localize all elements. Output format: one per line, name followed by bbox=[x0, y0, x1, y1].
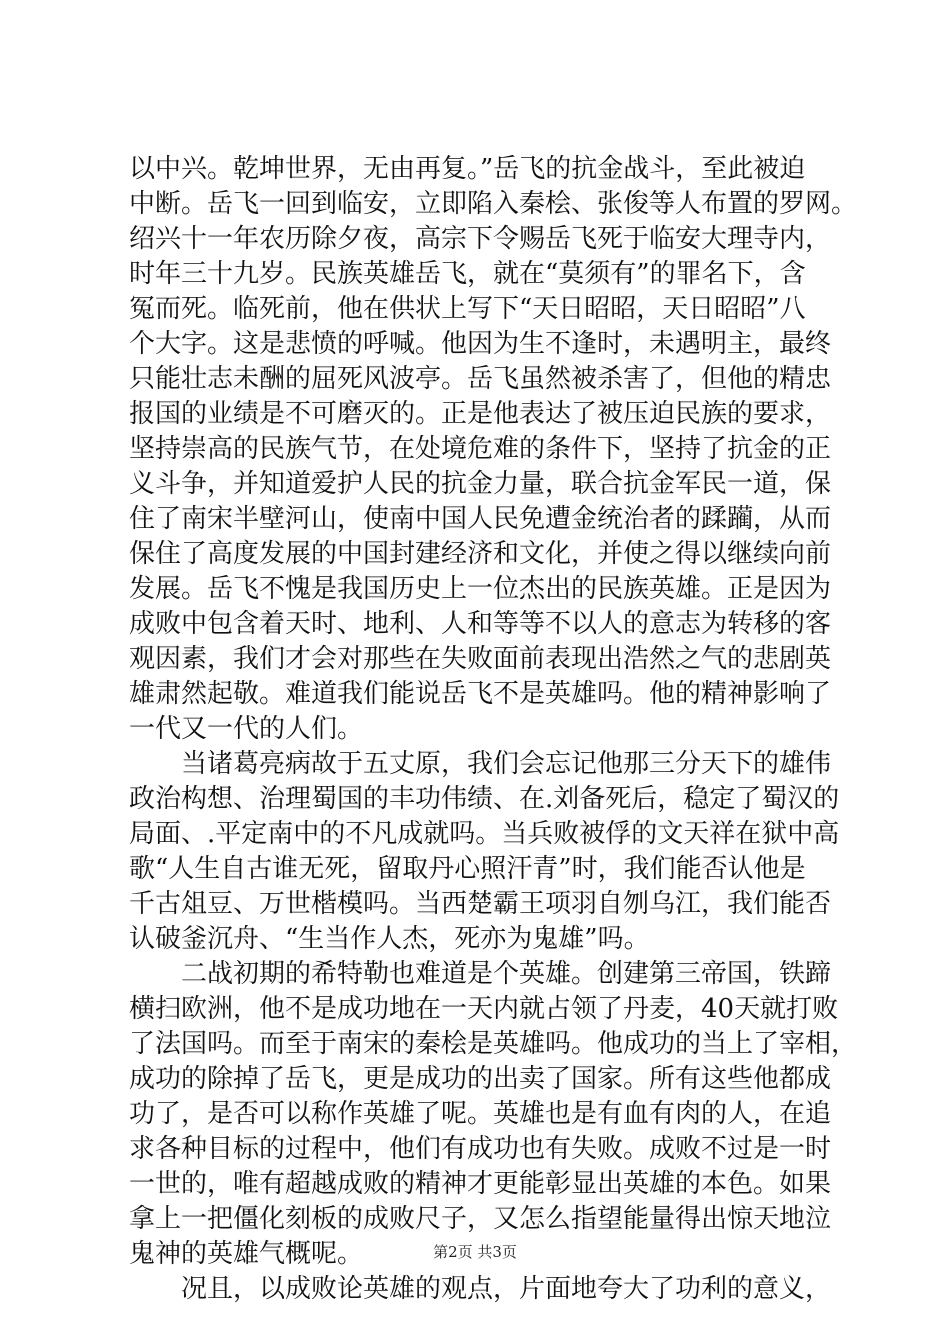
text-line: 一世的，唯有超越成败的精神才更能彰显出英雄的本色。如果 bbox=[129, 1169, 832, 1199]
text-line: 中断。岳飞一回到临安，立即陷入秦桧、张俊等人布置的罗网。 bbox=[129, 189, 858, 219]
text-line: 时年三十九岁。民族英雄岳飞，就在“莫须有”的罪名下，含 bbox=[129, 259, 806, 289]
text-line: 鬼神的英雄气概呢。 bbox=[129, 1239, 364, 1269]
text-line: 政治构想、治理蜀国的丰功伟绩、在.刘备死后，稳定了蜀汉的 bbox=[129, 784, 840, 814]
text-line: 义斗争，并知道爱护人民的抗金力量，联合抗金军民一道，保 bbox=[129, 469, 832, 499]
text-line: 拿上一把僵化刻板的成败尺子，又怎么指望能量得出惊天地泣 bbox=[129, 1204, 832, 1234]
text-line: 成败中包含着天时、地利、人和等等不以人的意志为转移的客 bbox=[129, 609, 832, 639]
text-line: 报国的业绩是不可磨灭的。正是他表达了被压迫民族的要求， bbox=[129, 399, 832, 429]
document-body bbox=[129, 152, 858, 1307]
text-line: 认破釜沉舟、“生当作人杰，死亦为鬼雄”吗。 bbox=[129, 924, 650, 954]
text-line: 以中兴。乾坤世界，无由再复。”岳飞的抗金战斗，至此被迫 bbox=[129, 154, 806, 184]
text-line: 一代又一代的人们。 bbox=[129, 714, 364, 744]
text-line: 住了南宋半壁河山，使南中国人民免遭金统治者的蹂躏，从而 bbox=[129, 504, 832, 534]
text-line: 观因素，我们才会对那些在失败面前表现出浩然之气的悲剧英 bbox=[129, 644, 832, 674]
text-line: 成功的除掉了岳飞，更是成功的出卖了国家。所有这些他都成 bbox=[129, 1064, 832, 1094]
text-line: 发展。岳飞不愧是我国历史上一位杰出的民族英雄。正是因为 bbox=[129, 574, 832, 604]
text-line: 千古俎豆、万世楷模吗。当西楚霸王项羽自刎乌江，我们能否 bbox=[129, 889, 832, 919]
page-number: 第2页 共3页 bbox=[433, 1243, 517, 1261]
text-line: 横扫欧洲，他不是成功地在一天内就占领了丹麦，40天就打败 bbox=[129, 994, 839, 1024]
text-line: 局面、.平定南中的不凡成就吗。当兵败被俘的文天祥在狱中高 bbox=[129, 819, 840, 849]
text-line: 保住了高度发展的中国封建经济和文化，并使之得以继续向前 bbox=[129, 539, 832, 569]
text-line: 况且，以成败论英雄的观点，片面地夸大了功利的意义， bbox=[129, 1274, 832, 1304]
text-line: 功了，是否可以称作英雄了呢。英雄也是有血有肉的人，在追 bbox=[129, 1099, 832, 1129]
text-line: 歌“人生自古谁无死，留取丹心照汗青”时，我们能否认他是 bbox=[129, 854, 806, 884]
text-line: 当诸葛亮病故于五丈原，我们会忘记他那三分天下的雄伟 bbox=[129, 749, 832, 779]
page-footer bbox=[0, 1241, 950, 1262]
text-line: 只能壮志未酬的屈死风波亭。岳飞虽然被杀害了，但他的精忠 bbox=[129, 364, 832, 394]
text-line: 个大字。这是悲愤的呼喊。他因为生不逢时，未遇明主，最终 bbox=[129, 329, 832, 359]
text-line: 雄肃然起敬。难道我们能说岳飞不是英雄吗。他的精神影响了 bbox=[129, 679, 832, 709]
text-line: 冤而死。临死前，他在供状上写下“天日昭昭，天日昭昭”八 bbox=[129, 294, 806, 324]
text-line: 绍兴十一年农历除夕夜，高宗下令赐岳飞死于临安大理寺内， bbox=[129, 224, 832, 254]
text-line: 求各种目标的过程中，他们有成功也有失败。成败不过是一时 bbox=[129, 1134, 832, 1164]
text-line: 坚持崇高的民族气节，在处境危难的条件下，坚持了抗金的正 bbox=[129, 434, 832, 464]
text-line: 了法国吗。而至于南宋的秦桧是英雄吗。他成功的当上了宰相， bbox=[129, 1029, 858, 1059]
text-line: 二战初期的希特勒也难道是个英雄。创建第三帝国，铁蹄 bbox=[129, 959, 832, 989]
